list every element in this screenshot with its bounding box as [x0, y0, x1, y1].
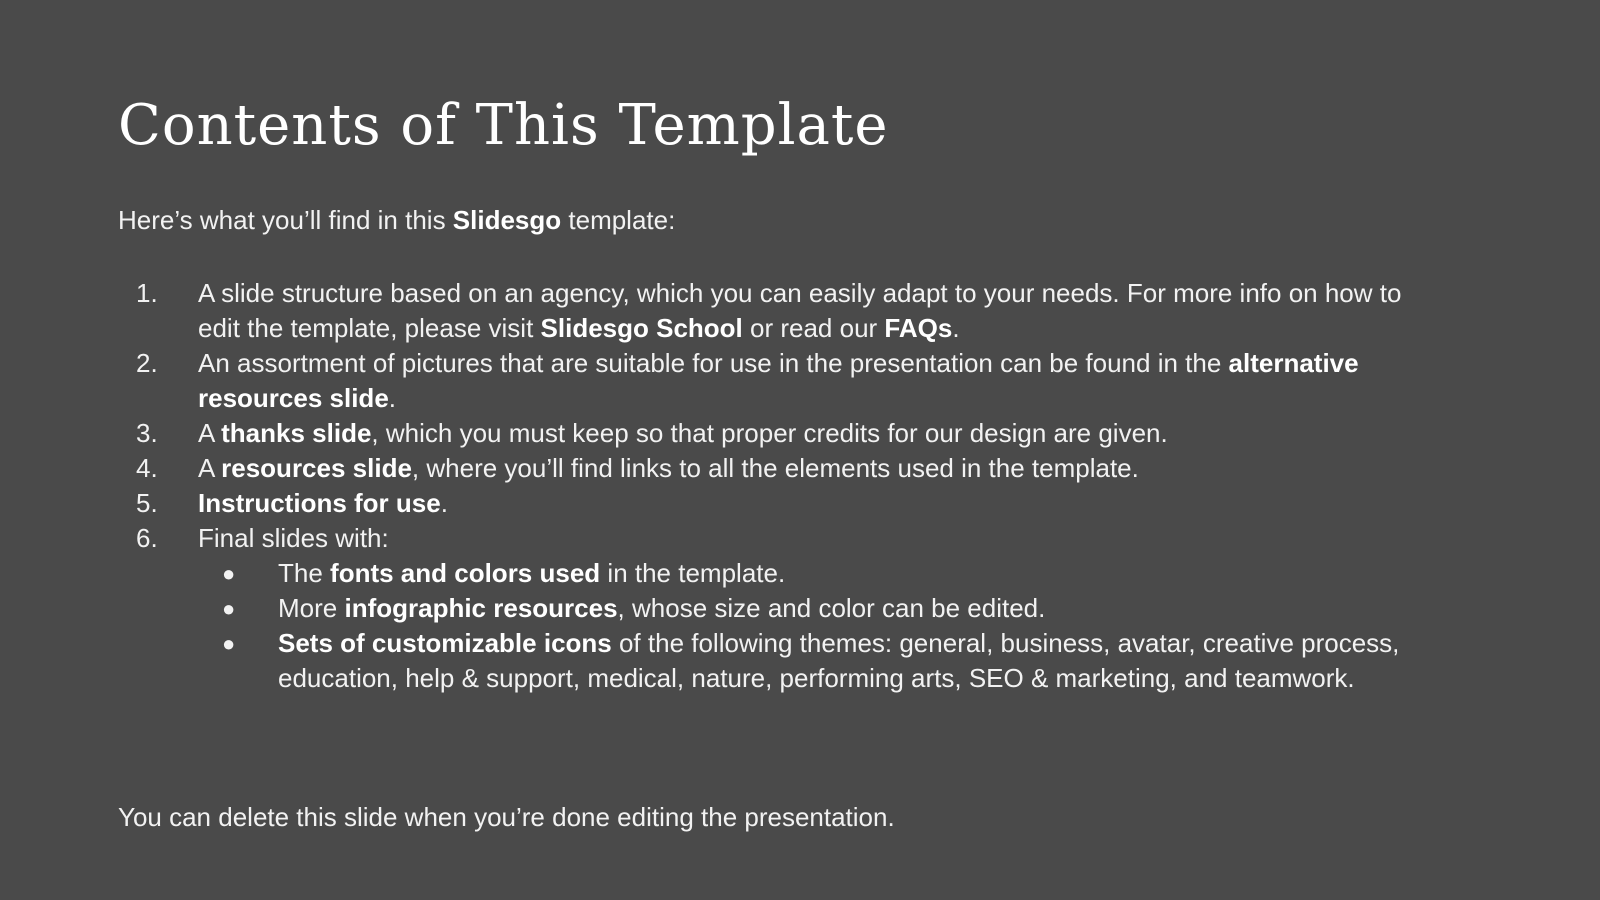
list-item: 4. A resources slide, where you’ll find links to all the elements used in the template. — [118, 451, 1448, 486]
sub-list-item: ● Sets of customizable icons of the following themes: general, business, avatar, creative process, education, help & support, medical, nature, performing arts, SEO & marketing, and teamwork. — [222, 628, 1400, 693]
slide-title: Contents of This Template — [118, 93, 889, 158]
list-item: 5. Instructions for use. — [118, 486, 1448, 521]
bullet-icon: ● — [222, 596, 236, 621]
bullet-icon: ● — [222, 561, 236, 586]
footer-note: You can delete this slide when you’re done editing the presentation. — [118, 802, 895, 832]
sub-list-item: ● More infographic resources, whose size and color can be edited. — [198, 591, 1448, 626]
item-number: 2. — [136, 348, 158, 378]
list-item: 2. An assortment of pictures that are suitable for use in the presentation can be found in the alternative resources slide. — [136, 348, 1359, 413]
item-number: 5. — [136, 488, 158, 518]
list-item: 3. A thanks slide, which you must keep so that proper credits for our design are given. — [118, 416, 1448, 451]
list-item: 1. A slide structure based on an agency, which you can easily adapt to your needs. For more info on how to edit the template, please visit Slidesgo School or read our FAQs. — [136, 278, 1402, 343]
item-number: 6. — [136, 523, 158, 553]
item-number: 1. — [136, 278, 158, 308]
intro-bold: Slidesgo — [452, 205, 562, 235]
bullet-icon: ● — [222, 631, 236, 656]
list-item: 6. Final slides with: ● The fonts and colors used in the template. ● More infographic resources, whose size and color can be edited. ● Sets of customizable icons of the following themes: general, business, avatar, creative process, education, help & support, medical, nature, performing arts, SEO & marketing, and teamwork. — [118, 521, 1448, 696]
contents-list — [118, 276, 1448, 696]
sub-list-item: ● The fonts and colors used in the template. — [198, 556, 1448, 591]
intro-text: Here’s what you’ll find in this Slidesgo template: — [118, 205, 676, 235]
item-number: 4. — [136, 453, 158, 483]
sub-list — [198, 556, 1448, 696]
item-number: 3. — [136, 418, 158, 448]
